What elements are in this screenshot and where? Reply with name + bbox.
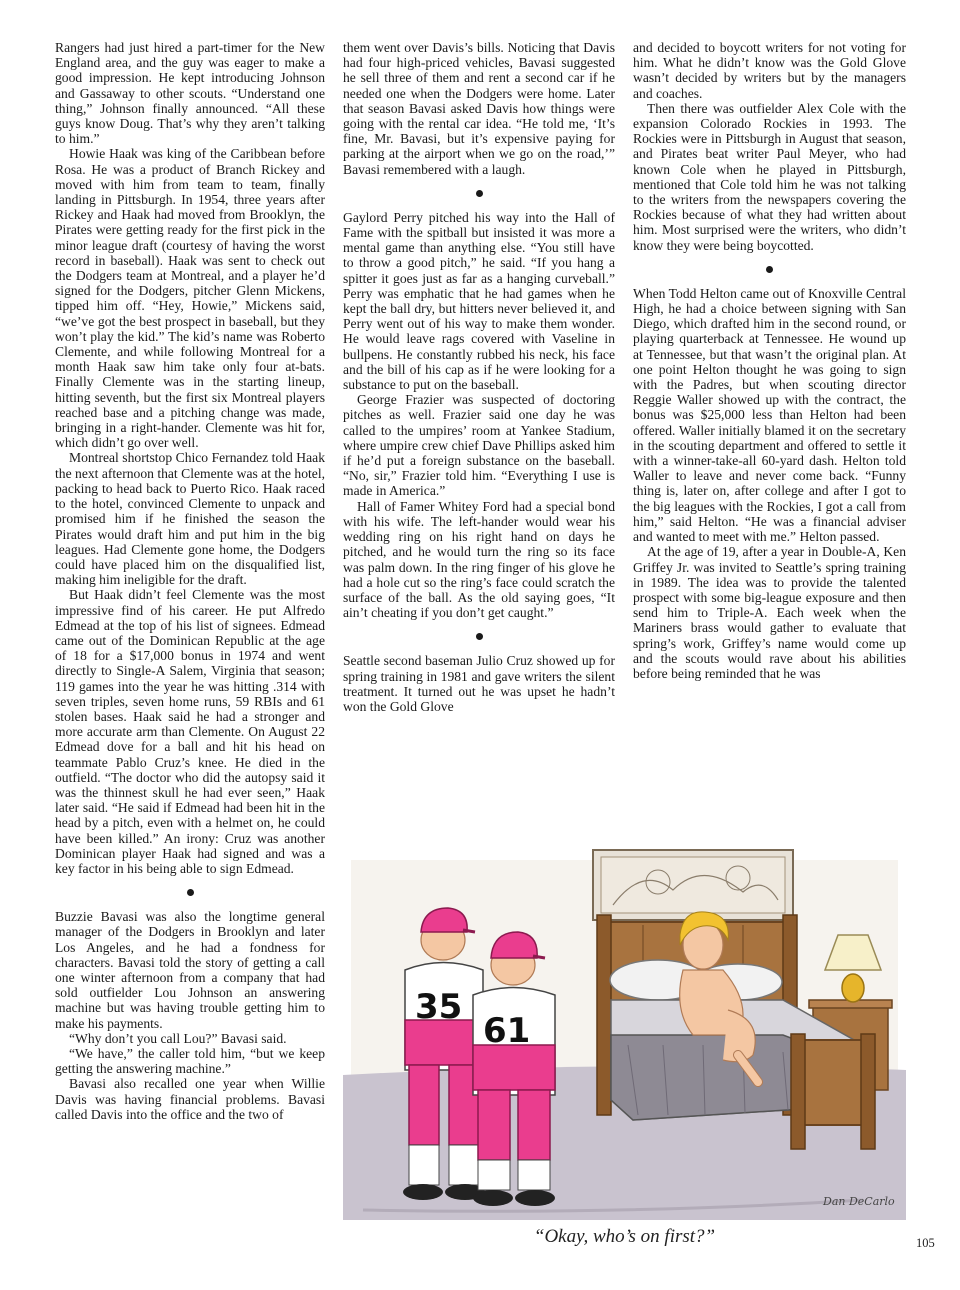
svg-text:35: 35 (415, 987, 463, 1027)
svg-text:Dan DeCarlo: Dan DeCarlo (823, 1195, 895, 1208)
cartoon-caption: “Okay, who’s on first?” (533, 1226, 716, 1247)
paragraph: Buzzie Bavasi was also the longtime general manager of the Dodgers in Brooklyn and later Los Angeles, and he had a fondness for characters. Bavasi told the story of getting a call one winter afternoon from a company that had sold outfielder Lou Johnson an answering machine but was having trouble getting him to make his payments. (55, 909, 325, 1031)
section-divider-bullet (476, 633, 483, 640)
paragraph: Rangers had just hired a part-timer for the New England area, and the guy was eager to make a good impression. He kept introducing Johnson and Gassaway to other scouts. “Understand one thing,” Johnson finally announced. “All these guys know Doug. That’s why they aren’t talking to him.” (55, 40, 325, 147)
paragraph: George Frazier was suspected of doctoring pitches as well. Frazier said one day he was called to the umpires’ room at Yankee Stadium, where umpire crew chief Dave Phillips asked him if he’d put a foreign substance on the baseball. “No, sir,” Frazier told him. “Everything I use is made in America.” (343, 392, 615, 499)
paragraph: Bavasi also recalled one year when Willie Davis was having financial problems. Bavasi called Davis into the office and the two of (55, 1076, 325, 1122)
paragraph: Howie Haak was king of the Caribbean before Rosa. He was a product of Branch Rickey and moved with him from team to team, finally landing in Pittsburgh. In 1954, three years after Rickey and Haak had moved from Brooklyn, the Pirates were getting ready for the first pick in the minor league draft (courtesy of having the worst record in baseball). Haak was sent to check out the Dodgers team at Montreal, and a player he’d signed for the Dodgers, pitcher Glenn Mickens, tipped him off. “Hey, Howie,” Mickens said, “we’ve got the best prospect in baseball, but they won’t play the kid.” The kid’s name was Roberto Clemente, and while following Montreal for a month Haak saw him take only four at-bats. Finally Clemente was in the starting lineup, hitting seventh, but the first six Montreal players reached base and a pitching change was made, bringing in a right-hander. Clemente was hit for, which didn’t go over well. (55, 146, 325, 451)
paragraph: “Why don’t you call Lou?” Bavasi said. (69, 1030, 287, 1046)
paragraph: Gaylord Perry pitched his way into the Hall of Fame with the spitball but insisted it was more a mental game than anything else. “You still have to throw a good pitch,” he said. “If you hang a spitter it goes just as far as a hanging curveball.” Perry was emphatic that he had games when he kept the ball dry, but hitters never believed it, and Perry went out of his way to make them wonder. He would leave rags covered with Vaseline in bullpens. He constantly rubbed his neck, his face and the bill of his cap as if he were looking for a substance to put on the baseball. (343, 209, 615, 393)
page-number: 105 (916, 1236, 935, 1250)
paragraph: and decided to boycott writers for not voting for him. What he didn’t know was the Gold Glove wasn’t decided by writers but by the managers and coaches. (633, 40, 906, 101)
text-column-3 (633, 40, 906, 681)
section-divider-bullet (766, 266, 773, 273)
text-column-2 (343, 40, 615, 714)
section-divider-bullet (476, 190, 483, 197)
paragraph: Then there was outfielder Alex Cole with the expansion Colorado Rockies in 1993. The Rockies were in Pittsburgh in August that season, and Pirates beat writer Paul Meyer, who had known Cole when he played in Pittsburgh, mentioned that Cole told him he was not talking to the writers from the newspapers covering the Rockies because of what they had written about him. Most surprised were the writers, who didn’t know they were being boycotted. (633, 100, 906, 253)
cartoon-illustration (343, 820, 906, 1220)
paragraph: Hall of Famer Whitey Ford had a special bond with his wife. The left-hander would wear his wedding ring on his right hand on days he pitched, and he would turn the ring so its face was palm down. In the ring finger of his glove he had a hole cut so the ring’s face could scratch the surface of the ball. As the old saying goes, “It ain’t cheating if you don’t get caught.” (343, 498, 615, 621)
svg-text:61: 61 (483, 1011, 531, 1051)
paragraph: At the age of 19, after a year in Double-A, Ken Griffey Jr. was invited to Seattle’s spring training in 1989. The idea was to provide the talented prospect with some big-league exposure and then send him to Triple-A. Each week when the Mariners brass would gather to evaluate that spring’s work, Griffey’s name would come up and the scouts would rave about his abilities before being reminded that he was (633, 544, 906, 681)
paragraph: Montreal shortstop Chico Fernandez told Haak the next afternoon that Clemente was at the hotel, packing to head back to Puerto Rico. Haak raced to the hotel, convinced Clemente to unpack and promised him if he finished the season the Pirates would draft him and put him in the big leagues. Had Clemente gone home, the Dodgers could have placed him on the disqualified list, making him ineligible for the draft. (55, 450, 325, 588)
paragraph: Seattle second baseman Julio Cruz showed up for spring training in 1981 and gave writers the silent treatment. It turned out he was upset he hadn’t won the Gold Glove (343, 653, 615, 714)
paragraph: them went over Davis’s bills. Noticing that Davis had four high-priced vehicles, Bavasi suggested he sell three of them and rent a second car if he needed one when the Dodgers were home. Later that season Bavasi asked Davis how things were going with the rental car idea. “He told me, ‘It’s fine, Mr. Bavasi, but it’s expensive paying for parking at the airport when we go on the road,’” Bavasi remembered with a laugh. (343, 40, 615, 177)
paragraph: But Haak didn’t feel Clemente was the most impressive find of his career. He put Alfredo Edmead at the top of his list of signees. Edmead came out of the Dominican Republic at the age of 18 for a $17,000 bonus in 1974 and went directly to Single-A Salem, Virginia that season; 119 games into the year he was hitting .314 with seven triples, seven home runs, 59 RBIs and 61 stolen bases. Haak said he had a stronger and more accurate arm than Clemente. On August 22 Edmead dove for a ball and hit his head on teammate Pablo Cruz’s knee. He died in the outfield. “The doctor who did the autopsy said it was the thinnest skull he had ever seen,” Haak later said. “He said if Edmead had been hit in the head by a pitch, even with a helmet on, he could have been killed.” An irony: Cruz was another Dominican player Haak had signed and was a key factor in his being able to sign Edmead. (55, 587, 325, 876)
section-divider-bullet (187, 889, 194, 896)
paragraph: “We have,” the caller told him, “but we keep getting the answering machine.” (55, 1046, 325, 1077)
text-column-1 (55, 40, 325, 1122)
paragraph: When Todd Helton came out of Knoxville Central High, he had a choice between signing with San Diego, which drafted him in the second round, or playing quarterback at Tennessee. He wound up at Tennessee, but that wasn’t the original plan. At one point Helton thought he was going to sign with the Padres, but when scouting director Reggie Waller showed up with the contract, the bonus was $25,000 less than Helton had been offered. Waller initially blamed it on the secretary in the scouting department and offered to settle it with a winner-take-all 60-yard dash. Helton told Waller to leave and never come back. “Funny thing is, later on, after college and after I got to the big leagues with the Rockies, I got a call from him,” said Helton. “He was a financial adviser and wanted to meet with me.” Helton passed. (633, 285, 906, 545)
